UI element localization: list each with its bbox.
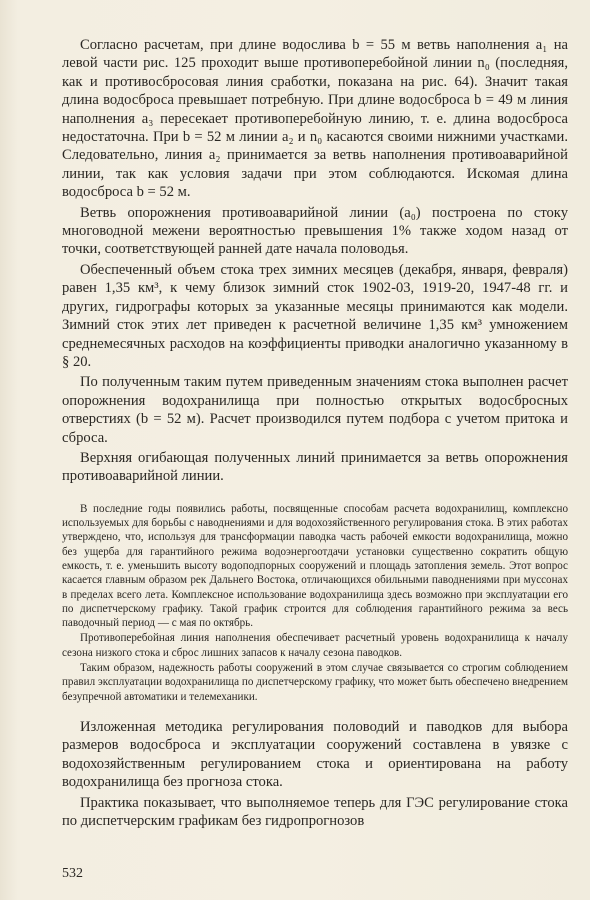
- paragraph-drawdown-branch: Ветвь опорожнения противоаварийной линии (a₀) построена по стоку многоводной межени вероятностью превышения 1% также ходом назад от точки, соответствующей ранней дате начала половодья.: [62, 204, 568, 258]
- page-number: 532: [62, 866, 83, 881]
- paragraph-weir-length: Согласно расчетам, при длине водослива b = 55 м ветвь наполнения a₁ на левой части рис. 125 проходит выше противоперебойной линии n₀ (последняя, как и противосбросовая линия сработки, показана на рис. 64). Значит такая длина водосброса превышает потребную. При длине водосброса b = 49 м линия наполнения a₃ пересекает противоперебойную линию, т. е. длина водосброса недостаточна. При b = 52 м линии a₂ и n₀ касаются своими нижними участками. Следовательно, линия a₂ принимается за ветвь наполнения противоаварийной линии, так как условия задачи при этом соблюдаются. Искомая длина водосброса b = 52 м.: [62, 37, 568, 201]
- note-paragraph-filling-line: Противоперебойная линия наполнения обеспечивает расчетный уровень водохранилища к началу сезона низкого стока и сброс лишних запасов к началу сезона паводков.: [62, 632, 568, 659]
- paragraph-practice: Практика показывает, что выполняемое теперь для ГЭС регулирование стока по диспетчерским графикам без гидропрогнозов: [62, 794, 568, 829]
- closing-text: [62, 718, 568, 830]
- note-paragraph-complex-use: В последние годы появились работы, посвященные способам расчета водохранилищ, комплексно используемых для борьбы с наводнениями и для водохозяйственного регулирования стока. В этих работах утверждено, что, используя для трансформации паводка часть рабочей емкости водохранилища, можно без ущерба для гарантийного режима водоэнергоотдачи установки существенно сократить общую емкость, т. е. уменьшить высоту водоподпорных сооружений и площадь затопления земель. Этот вопрос касается главным образом рек Дальнего Востока, отличающихся обильными паводнениями при муссонах в пределах всего лета. Комплексное использование водохранилища здесь возможно при эксплуатации его по диспетчерскому графику. Такой график строится для соблюдения гарантийного режима за весь паводочный период — с мая по октябрь.: [62, 502, 568, 630]
- note-paragraph-reliability: Таким образом, надежность работы сооружений в этом случае связывается со строгим соблюдением правил эксплуатации водохранилища по диспетчерскому графику, что может быть обеспечено внедрением безупречной автоматики и телемеханики.: [62, 662, 568, 703]
- paragraph-methodology: Изложенная методика регулирования половодий и паводков для выбора размеров водосброса и эксплуатации сооружений составлена в увязке с водохозяйственным регулированием стока и ориентирована на работу водохранилища без прогноза стока.: [62, 718, 568, 791]
- paragraph-drawdown-calculation: По полученным таким путем приведенным значениям стока выполнен расчет опорожнения водохранилища при полностью открытых водосбросных отверстиях (b = 52 м). Расчет производился путем подбора с учетом притока и сброса.: [62, 374, 568, 446]
- main-text: [62, 36, 568, 486]
- note-block: [62, 502, 568, 704]
- paragraph-envelope-line: Верхняя огибающая полученных линий принимается за ветвь опорожнения противоаварийной линии.: [62, 449, 568, 485]
- paragraph-winter-runoff: Обеспеченный объем стока трех зимних месяцев (декабря, января, февраля) равен 1,35 км³, к чему близок зимний сток 1902-03, 1919-20, 1947-48 гг. и других, гидрографы которых за указанные месяцы принимаются как модели. Зимний сток этих лет приведен к расчетной величине 1,35 км³ умножением среднемесячных расходов на коэффициенты приводки аналогично указанному в § 20.: [62, 261, 568, 370]
